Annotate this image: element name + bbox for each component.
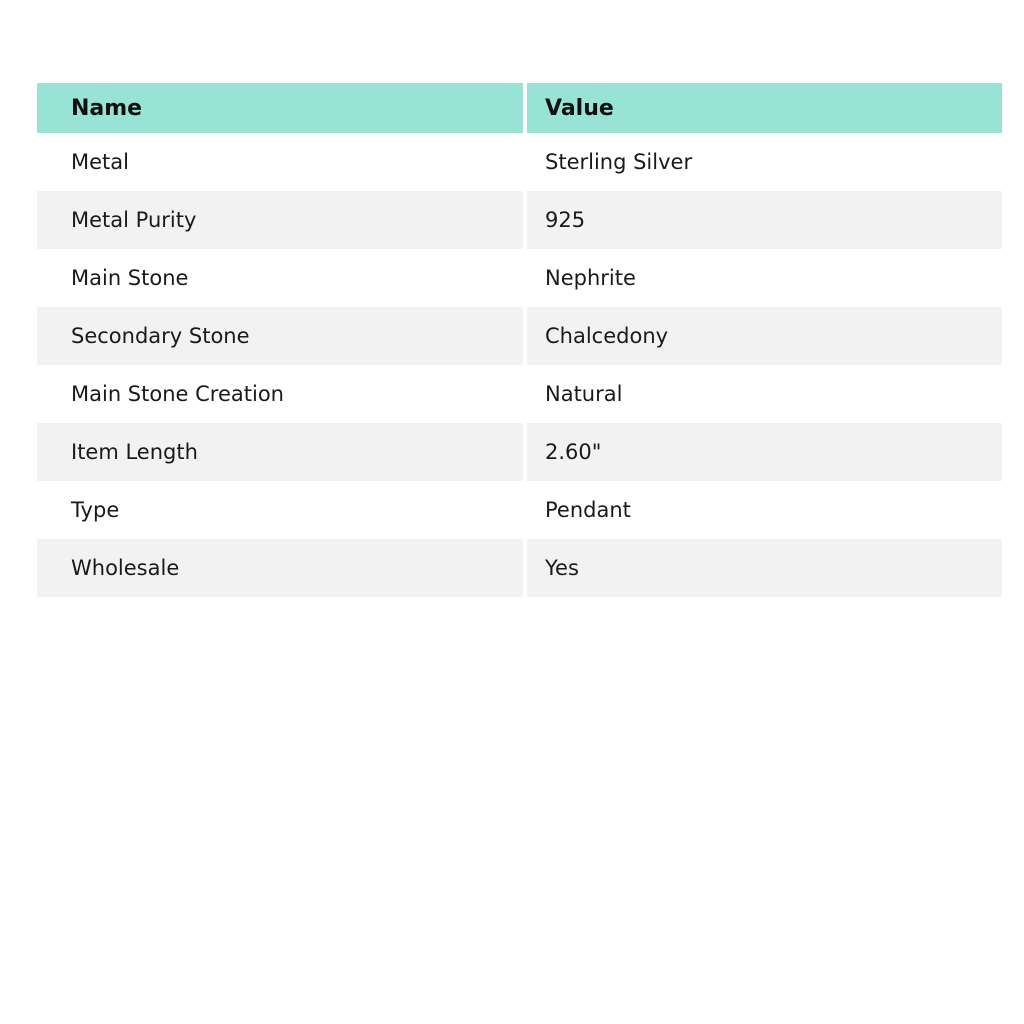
table-row xyxy=(37,539,1002,597)
attribute-name: Main Stone Creation xyxy=(71,382,284,406)
attribute-name: Main Stone xyxy=(71,266,189,290)
attribute-value: Chalcedony xyxy=(545,324,669,348)
table-header-row xyxy=(37,83,1002,133)
attribute-name-cell xyxy=(37,249,523,307)
attribute-value-cell xyxy=(527,133,1002,191)
table-row xyxy=(37,307,1002,365)
item-specifics-table xyxy=(37,83,1002,597)
table-row xyxy=(37,481,1002,539)
attribute-value: Natural xyxy=(545,382,623,406)
attribute-value-cell xyxy=(527,365,1002,423)
attribute-value-cell xyxy=(527,539,1002,597)
attribute-name-cell xyxy=(37,481,523,539)
attribute-name-cell xyxy=(37,539,523,597)
attribute-value-cell xyxy=(527,481,1002,539)
attribute-value-cell xyxy=(527,249,1002,307)
table-row xyxy=(37,365,1002,423)
table-row xyxy=(37,191,1002,249)
table-body xyxy=(37,133,1002,597)
attribute-value-cell xyxy=(527,423,1002,481)
attribute-name-cell xyxy=(37,365,523,423)
attribute-name: Metal xyxy=(71,150,129,174)
attribute-value-cell xyxy=(527,307,1002,365)
attribute-name-cell xyxy=(37,191,523,249)
attribute-name-cell xyxy=(37,133,523,191)
attribute-name: Item Length xyxy=(71,440,198,464)
attribute-name-cell xyxy=(37,423,523,481)
attribute-name: Metal Purity xyxy=(71,208,197,232)
attribute-name: Secondary Stone xyxy=(71,324,250,348)
attribute-value: Yes xyxy=(545,556,579,580)
attribute-name-cell xyxy=(37,307,523,365)
column-header-value xyxy=(527,83,1002,133)
table-row xyxy=(37,423,1002,481)
attribute-value-cell xyxy=(527,191,1002,249)
column-header-value-label: Value xyxy=(545,95,614,121)
attribute-value: 925 xyxy=(545,208,586,232)
attribute-value: Nephrite xyxy=(545,266,636,290)
attribute-value: Sterling Silver xyxy=(545,150,693,174)
attribute-value: Pendant xyxy=(545,498,631,522)
column-header-name xyxy=(37,83,523,133)
attribute-name: Wholesale xyxy=(71,556,180,580)
attribute-name: Type xyxy=(71,498,120,522)
table-row xyxy=(37,133,1002,191)
attribute-value: 2.60" xyxy=(545,440,602,464)
table-row xyxy=(37,249,1002,307)
column-header-name-label: Name xyxy=(71,95,143,121)
